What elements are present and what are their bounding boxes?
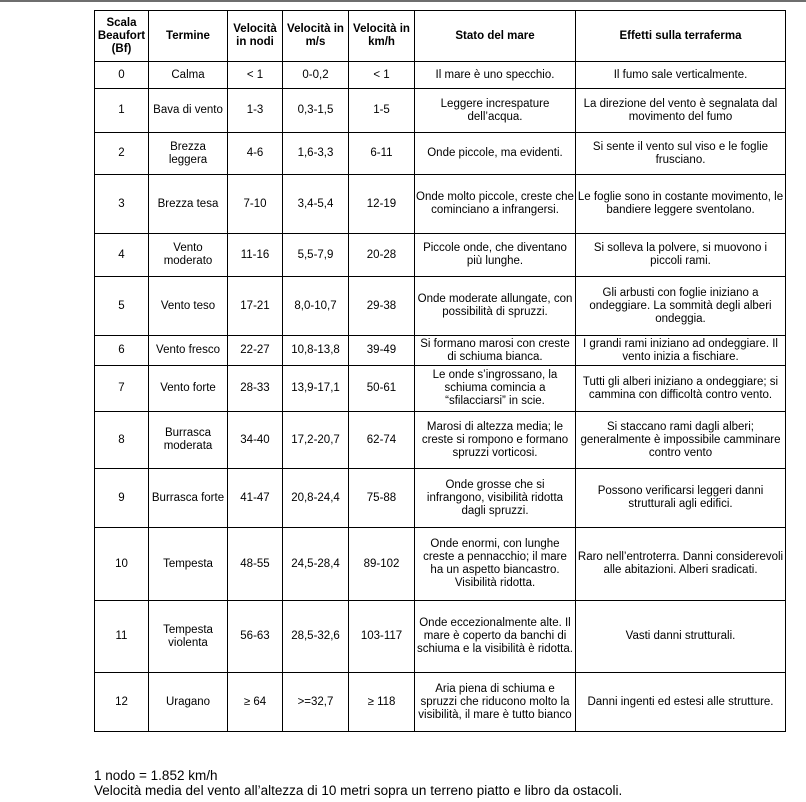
cell-knots: 4-6 <box>228 133 283 175</box>
cell-kmh: 62-74 <box>349 412 415 469</box>
footnote-measurement-note: Velocità media del vento all’altezza di 10 metri sopra un terreno piatto e libro da ostacoli. <box>94 783 623 798</box>
cell-bf: 12 <box>95 673 149 732</box>
cell-bf: 9 <box>95 469 149 528</box>
footnotes <box>94 768 622 798</box>
table-header-row <box>95 11 786 62</box>
table-row <box>95 469 786 528</box>
cell-sea: Onde piccole, ma evidenti. <box>415 133 576 175</box>
cell-kmh: < 1 <box>349 62 415 89</box>
cell-sea: Marosi di altezza media; le creste si rompono e formano spruzzi vorticosi. <box>415 412 576 469</box>
table-row <box>95 412 786 469</box>
cell-sea: Onde grosse che si infrangono, visibilità ridotta dagli spruzzi. <box>415 469 576 528</box>
cell-ms: 8,0-10,7 <box>283 277 349 336</box>
cell-bf: 7 <box>95 366 149 412</box>
cell-kmh: 39-49 <box>349 336 415 366</box>
cell-ms: >=32,7 <box>283 673 349 732</box>
cell-sea: Leggere increspature dell’acqua. <box>415 89 576 133</box>
cell-kmh: 20-28 <box>349 234 415 277</box>
cell-knots: ≥ 64 <box>228 673 283 732</box>
cell-term: Bava di vento <box>149 89 228 133</box>
cell-land: Tutti gli alberi iniziano a ondeggiare; si cammina con difficoltà contro vento. <box>576 366 786 412</box>
cell-knots: < 1 <box>228 62 283 89</box>
cell-kmh: ≥ 118 <box>349 673 415 732</box>
cell-ms: 13,9-17,1 <box>283 366 349 412</box>
table-row <box>95 133 786 175</box>
table-row <box>95 601 786 673</box>
cell-land: Si solleva la polvere, si muovono i piccoli rami. <box>576 234 786 277</box>
header-sea-state: Stato del mare <box>415 11 576 62</box>
cell-knots: 34-40 <box>228 412 283 469</box>
header-term: Termine <box>149 11 228 62</box>
cell-ms: 17,2-20,7 <box>283 412 349 469</box>
cell-knots: 1-3 <box>228 89 283 133</box>
cell-sea: Onde eccezionalmente alte. Il mare è coperto da banchi di schiuma e la visibilità è ridotta. <box>415 601 576 673</box>
cell-kmh: 75-88 <box>349 469 415 528</box>
header-ms: Velocità in m/s <box>283 11 349 62</box>
table-row <box>95 89 786 133</box>
header-scale: Scala Beaufort (Bf) <box>95 11 149 62</box>
cell-term: Tempesta violenta <box>149 601 228 673</box>
cell-term: Brezza tesa <box>149 175 228 234</box>
cell-land: Possono verificarsi leggeri danni strutturali agli edifici. <box>576 469 786 528</box>
cell-ms: 0-0,2 <box>283 62 349 89</box>
cell-land: I grandi rami iniziano ad ondeggiare. Il vento inizia a fischiare. <box>576 336 786 366</box>
cell-land: Gli arbusti con foglie iniziano a ondeggiare. La sommità degli alberi ondeggia. <box>576 277 786 336</box>
cell-bf: 3 <box>95 175 149 234</box>
cell-ms: 24,5-28,4 <box>283 528 349 601</box>
cell-bf: 8 <box>95 412 149 469</box>
cell-ms: 28,5-32,6 <box>283 601 349 673</box>
table-row <box>95 175 786 234</box>
cell-bf: 0 <box>95 62 149 89</box>
cell-kmh: 89-102 <box>349 528 415 601</box>
cell-knots: 48-55 <box>228 528 283 601</box>
cell-sea: Onde molto piccole, creste che cominciano a infrangersi. <box>415 175 576 234</box>
cell-kmh: 103-117 <box>349 601 415 673</box>
cell-bf: 1 <box>95 89 149 133</box>
cell-bf: 4 <box>95 234 149 277</box>
cell-knots: 41-47 <box>228 469 283 528</box>
table-row <box>95 673 786 732</box>
cell-kmh: 12-19 <box>349 175 415 234</box>
table-row <box>95 528 786 601</box>
cell-land: Si sente il vento sul viso e le foglie frusciano. <box>576 133 786 175</box>
cell-land: La direzione del vento è segnalata dal movimento del fumo <box>576 89 786 133</box>
cell-ms: 20,8-24,4 <box>283 469 349 528</box>
top-border-line <box>0 0 806 2</box>
cell-sea: Il mare è uno specchio. <box>415 62 576 89</box>
cell-knots: 22-27 <box>228 336 283 366</box>
table-row <box>95 234 786 277</box>
cell-ms: 1,6-3,3 <box>283 133 349 175</box>
cell-term: Vento fresco <box>149 336 228 366</box>
cell-term: Brezza leggera <box>149 133 228 175</box>
header-land-effects: Effetti sulla terraferma <box>576 11 786 62</box>
cell-sea: Piccole onde, che diventano più lunghe. <box>415 234 576 277</box>
cell-land: Le foglie sono in costante movimento, le bandiere leggere sventolano. <box>576 175 786 234</box>
cell-sea: Le onde s’ingrossano, la schiuma comincia a “sfilacciarsi” in scie. <box>415 366 576 412</box>
cell-land: Danni ingenti ed estesi alle strutture. <box>576 673 786 732</box>
cell-term: Burrasca forte <box>149 469 228 528</box>
cell-term: Uragano <box>149 673 228 732</box>
cell-land: Raro nell’entroterra. Danni considerevoli alle abitazioni. Alberi sradicati. <box>576 528 786 601</box>
cell-ms: 10,8-13,8 <box>283 336 349 366</box>
cell-bf: 11 <box>95 601 149 673</box>
cell-sea: Si formano marosi con creste di schiuma bianca. <box>415 336 576 366</box>
cell-bf: 5 <box>95 277 149 336</box>
table-row <box>95 62 786 89</box>
cell-land: Vasti danni strutturali. <box>576 601 786 673</box>
cell-sea: Onde moderate allungate, con possibilità di spruzzi. <box>415 277 576 336</box>
cell-sea: Aria piena di schiuma e spruzzi che riducono molto la visibilità, il mare è tutto bianco <box>415 673 576 732</box>
cell-knots: 28-33 <box>228 366 283 412</box>
table-row <box>95 366 786 412</box>
cell-term: Vento forte <box>149 366 228 412</box>
cell-term: Vento moderato <box>149 234 228 277</box>
cell-kmh: 1-5 <box>349 89 415 133</box>
cell-knots: 7-10 <box>228 175 283 234</box>
cell-kmh: 50-61 <box>349 366 415 412</box>
cell-kmh: 6-11 <box>349 133 415 175</box>
cell-ms: 0,3-1,5 <box>283 89 349 133</box>
footnote-knot-conversion: 1 nodo = 1.852 km/h <box>94 768 218 783</box>
cell-term: Vento teso <box>149 277 228 336</box>
cell-term: Tempesta <box>149 528 228 601</box>
header-knots: Velocità in nodi <box>228 11 283 62</box>
table-row <box>95 277 786 336</box>
cell-term: Calma <box>149 62 228 89</box>
cell-bf: 6 <box>95 336 149 366</box>
cell-ms: 3,4-5,4 <box>283 175 349 234</box>
cell-ms: 5,5-7,9 <box>283 234 349 277</box>
cell-kmh: 29-38 <box>349 277 415 336</box>
cell-land: Si staccano rami dagli alberi; generalmente è impossibile camminare contro vento <box>576 412 786 469</box>
cell-knots: 56-63 <box>228 601 283 673</box>
cell-knots: 11-16 <box>228 234 283 277</box>
cell-land: Il fumo sale verticalmente. <box>576 62 786 89</box>
cell-sea: Onde enormi, con lunghe creste a pennacchio; il mare ha un aspetto biancastro. Visibilità ridotta. <box>415 528 576 601</box>
cell-bf: 10 <box>95 528 149 601</box>
cell-knots: 17-21 <box>228 277 283 336</box>
header-kmh: Velocità in km/h <box>349 11 415 62</box>
cell-term: Burrasca moderata <box>149 412 228 469</box>
beaufort-table <box>94 10 786 732</box>
cell-bf: 2 <box>95 133 149 175</box>
table-row <box>95 336 786 366</box>
